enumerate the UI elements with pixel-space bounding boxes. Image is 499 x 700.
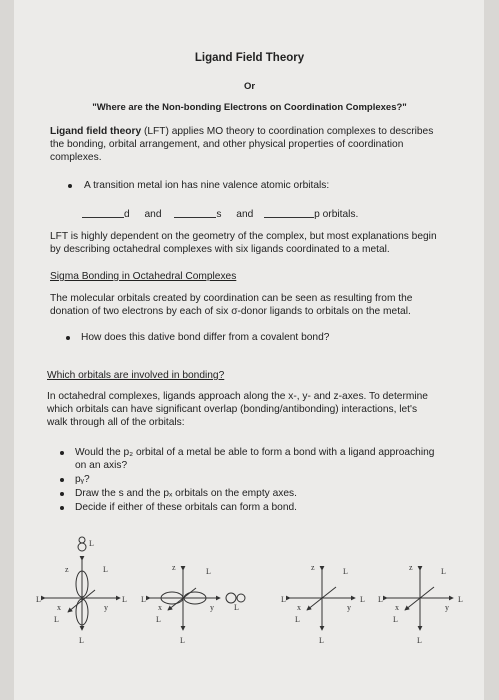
label-L: L [295,615,300,624]
label-z: z [409,563,413,572]
sigma-line-1: The molecular orbitals created by coordination can be seen as resulting from the [50,293,413,304]
axis-diagram-empty-1 [281,563,365,645]
blank-s[interactable] [174,207,216,218]
label-and-1: and [144,209,162,220]
bullet-dot [60,451,64,455]
label-L: L [319,636,324,645]
label-L: L [234,603,239,612]
label-L: L [141,595,146,604]
axis-diagram-empty-2 [378,563,463,645]
label-L: L [417,636,422,645]
axis-diagram-pz [36,537,127,645]
label-L: L [89,539,94,548]
intro-line-1-rest: (LFT) applies MO theory to coordination complexes to describes [141,126,434,137]
label-y: y [347,603,351,612]
ligand-lobe [78,543,86,551]
orbital-blanks-line [82,207,358,221]
oct-line-1: In octahedral complexes, ligands approach along the x-, y- and z-axes. To determine [47,391,428,402]
label-L: L [281,595,286,604]
label-L: L [393,615,398,624]
bullet-dot [68,184,72,188]
lft-line-2: by describing octahedral complexes with six ligands coordinated to a metal. [50,244,390,255]
label-z: z [65,565,69,574]
bullet-dative-bond: How does this dative bond differ from a covalent bond? [81,332,330,343]
page-title: Ligand Field Theory [194,52,305,64]
intro-line-2: the bonding, orbital arrangement, and other physical properties of coordination [50,139,404,150]
label-y: y [104,603,108,612]
bullet-dot [60,492,64,496]
lft-line-1: LFT is highly dependent on the geometry of the complex, but most explanations begin [50,231,437,242]
ligand-lobe [237,594,245,602]
label-p: p orbitals. [314,209,359,220]
axis-diagrams [0,520,499,690]
label-L: L [36,595,41,604]
label-L: L [79,636,84,645]
label-y: y [445,603,449,612]
label-L: L [378,595,383,604]
intro-line-1 [50,125,433,138]
bullet-valence-orbitals: A transition metal ion has nine valence atomic orbitals: [84,180,330,191]
label-L: L [343,567,348,576]
x-axis [168,588,196,610]
label-s: s [216,209,222,220]
ligand-lobe [79,537,85,543]
question-pz-line-2: on an axis? [75,460,128,471]
orbitals-heading: Which orbitals are involved in bonding? [47,370,225,381]
question-decide: Decide if either of these orbitals can form a bond. [75,502,297,513]
label-d: d [124,209,130,220]
label-L: L [103,565,108,574]
label-L: L [441,567,446,576]
label-L: L [360,595,365,604]
or-label: Or [243,81,256,92]
sigma-line-2: donation of two electrons by each of six σ-donor ligands to orbitals on the metal. [50,306,411,317]
intro-line-3: complexes. [50,152,102,163]
blank-p[interactable] [264,207,314,218]
blank-d[interactable] [82,207,124,218]
question-pz-line-1: Would the p₂ orbital of a metal be able to form a bond with a ligand approaching [75,447,435,458]
label-x: x [158,603,162,612]
label-L: L [458,595,463,604]
subtitle: "Where are the Non-bonding Electrons on Coordination Complexes?" [92,102,407,113]
oct-line-2: which orbitals can have significant overlap (bonding/antibonding) interactions, let's [47,404,418,415]
label-L: L [122,595,127,604]
label-z: z [311,563,315,572]
sigma-heading: Sigma Bonding in Octahedral Complexes [50,271,237,282]
label-L: L [54,615,59,624]
ligand-lobe [226,593,236,603]
bullet-dot [66,336,70,340]
label-z: z [172,563,176,572]
intro-term: Ligand field theory [50,126,142,137]
axis-diagram-py [141,563,245,645]
bullet-dot [60,478,64,482]
label-L: L [156,615,161,624]
label-x: x [57,603,61,612]
label-L: L [180,636,185,645]
oct-line-3: walk through all of the orbitals: [47,417,185,428]
label-L: L [206,567,211,576]
label-x: x [395,603,399,612]
label-y: y [210,603,214,612]
label-and-2: and [236,209,254,220]
question-draw: Draw the s and the pₓ orbitals on the empty axes. [75,488,297,499]
question-py: pᵧ? [75,474,90,485]
label-x: x [297,603,301,612]
bullet-dot [60,506,64,510]
